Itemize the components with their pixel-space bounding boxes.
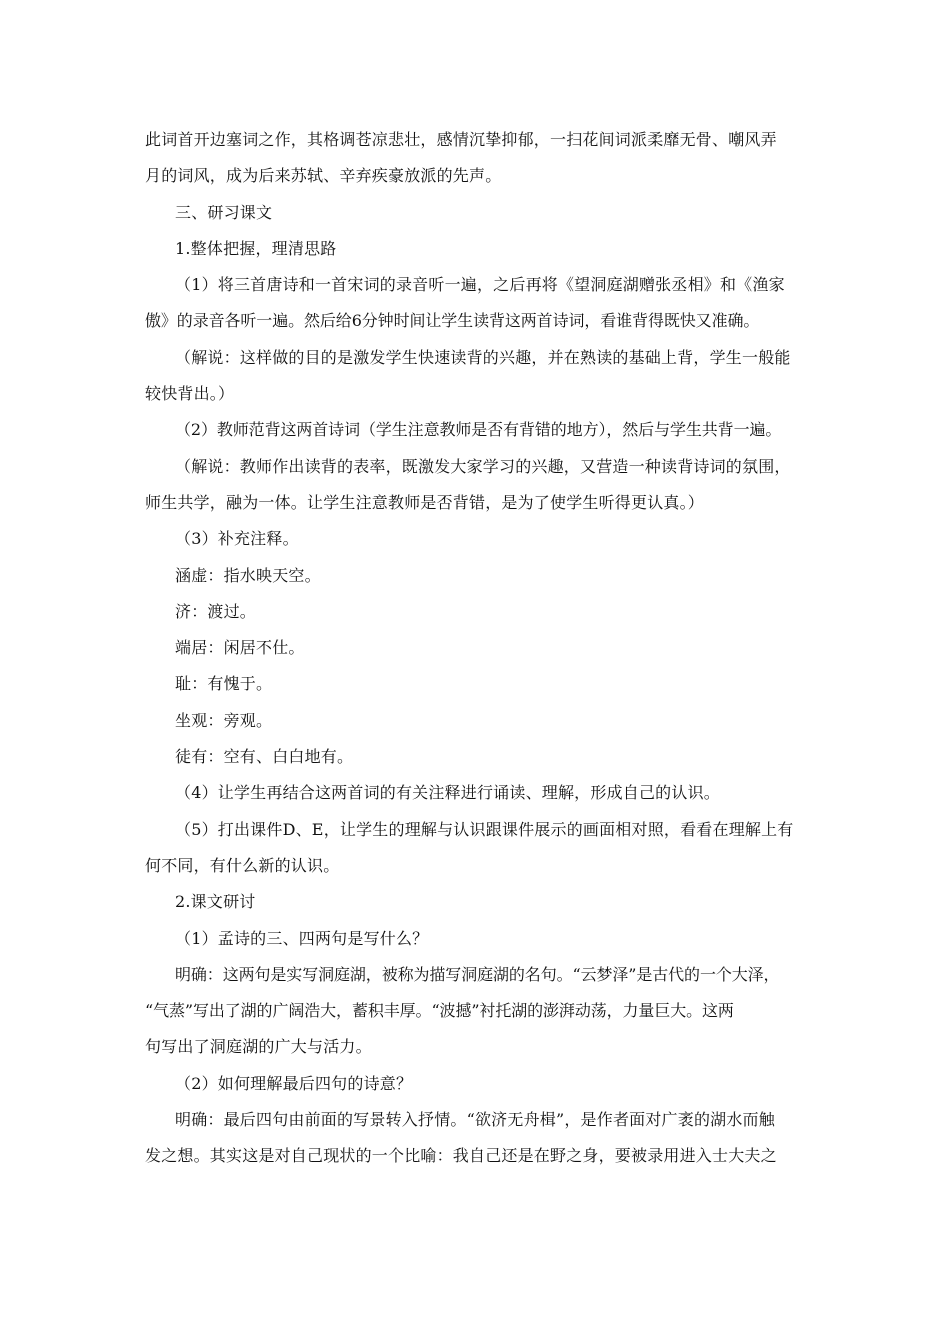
subsection-heading: 1.整体把握，理清思路 <box>175 238 337 258</box>
annotation-item: 涵虚：指水映天空。 <box>175 565 321 585</box>
paragraph-line: （5）打出课件D、E，让学生的理解与认识跟课件展示的画面相对照，看看在理解上有 <box>175 819 794 839</box>
annotation-item: 坐观：旁观。 <box>175 710 273 730</box>
paragraph-line: （2）教师范背这两首诗词（学生注意教师是否有背错的地方），然后与学生共背一遍。 <box>175 420 782 440</box>
paragraph-line: （1）将三首唐诗和一首宋词的录音听一遍，之后再将《望洞庭湖赠张丞相》和《渔家 <box>175 275 785 295</box>
annotation-item: 徒有：空有、白白地有。 <box>175 747 354 767</box>
paragraph-line: 此词首开边塞词之作，其格调苍凉悲壮，感情沉挚抑郁，一扫花间词派柔靡无骨、嘲风弄 <box>145 130 777 149</box>
question-line: （1）孟诗的三、四两句是写什么？ <box>175 928 429 948</box>
paragraph-line: 何不同，有什么新的认识。 <box>145 855 340 875</box>
answer-line: “气蒸”写出了湖的广阔浩大，蓄积丰厚。“波撼”衬托湖的澎湃动荡，力量巨大。这两 <box>145 1001 734 1021</box>
paragraph-line: （解说：这样做的目的是激发学生快速读背的兴趣，并在熟读的基础上背，学生一般能 <box>175 347 791 367</box>
document-body <box>145 122 813 1175</box>
paragraph-line: 较快背出。） <box>145 384 235 404</box>
subsection-heading: 2.课文研讨 <box>175 892 256 912</box>
section-heading: 三、研习课文 <box>175 202 273 222</box>
paragraph-line: （4）让学生再结合这两首词的有关注释进行诵读、理解，形成自己的认识。 <box>175 783 720 803</box>
question-line: （2）如何理解最后四句的诗意？ <box>175 1073 413 1093</box>
answer-line: 明确：最后四句由前面的写景转入抒情。“欲济无舟楫”，是作者面对广袤的湖水而触 <box>175 1110 775 1130</box>
paragraph-line: 月的词风，成为后来苏轼、辛弃疾豪放派的先声。 <box>145 166 502 186</box>
annotation-item: 济：渡过。 <box>175 601 257 621</box>
paragraph-line: （3）补充注释。 <box>175 529 299 549</box>
answer-line: 明确：这两句是实写洞庭湖，被称为描写洞庭湖的名句。“云梦泽”是古代的一个大泽， <box>175 964 780 984</box>
paragraph-line: 傲》的录音各听一遍。然后给6分钟时间让学生读背这两首诗词，看谁背得既快又准确。 <box>145 311 760 331</box>
paragraph-line: （解说：教师作出读背的表率，既激发大家学习的兴趣，又营造一种读背诗词的氛围， <box>175 456 791 476</box>
annotation-item: 耻：有愧于。 <box>175 674 273 694</box>
annotation-item: 端居：闲居不仕。 <box>175 638 305 658</box>
answer-line: 句写出了洞庭湖的广大与活力。 <box>145 1037 372 1057</box>
paragraph-line: 师生共学，融为一体。让学生注意教师是否背错，是为了使学生听得更认真。） <box>145 492 705 512</box>
answer-line: 发之想。其实这是对自己现状的一个比喻：我自己还是在野之身，要被录用进入士大夫之 <box>145 1146 777 1166</box>
